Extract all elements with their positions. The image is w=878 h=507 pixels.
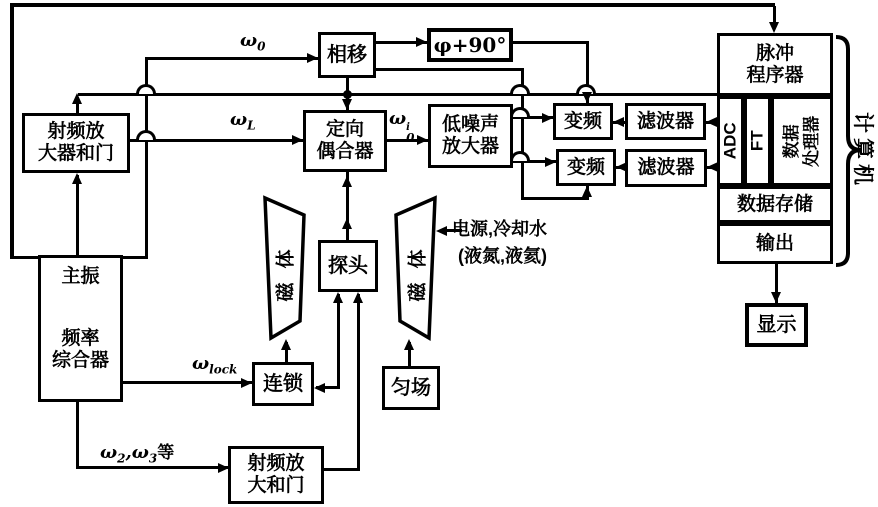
synth-ref-elbow [123,256,148,259]
display-box: 显示 [745,303,808,347]
probe-rfamp2-vertical [357,294,360,470]
filter-2: 滤波器 [625,149,707,187]
label-omega-2-3: $\omega_2,\omega_3$等 [100,442,175,466]
power-cooling-label-line1: 电源,冷却水 [452,219,548,239]
pulse-programmer: 脉冲 程序器 [717,33,833,96]
hop-gatebus-x147 [136,84,156,94]
label-omega-L: $\omega_L$ [230,109,256,133]
arrow-adc-to-filter1 [706,117,717,127]
arrow-into-display [771,292,781,303]
lock-unit: 连锁 [252,362,314,406]
hop-lna1-x521 [510,107,530,117]
arrow-into-phi90 [416,37,427,47]
omega-lock-line [123,381,253,384]
arrow-into-lock [241,378,252,388]
magnet-left-label: 磁体 [275,234,297,302]
hop-lna2-x521 [510,151,530,161]
gate-bus-line [78,93,717,96]
phi90-out-h [513,41,589,44]
arrow-into-probe-2 [353,292,363,303]
power-cooling-label-line2: (液氮,液氦) [458,246,547,266]
rf-amplifier-gate-decoupler: 射频放 大和门 [228,446,324,504]
arrow-filter1-to-mixer1 [613,117,624,127]
ft-box: FT [744,96,771,186]
arrow-into-mixer2-bottom [582,186,592,197]
arrow-into-probe-1 [333,292,343,303]
shim-unit: 匀场 [382,366,440,410]
phase-shifter: 相移 [318,32,376,78]
label-omega-lock: $\omega_{lock}$ [192,353,238,377]
arrow-into-lna [417,135,428,145]
data-processor-box: 数据 处理器 [771,96,833,186]
output-box: 输出 [717,223,833,264]
arrow-into-mixer1-top [582,92,592,103]
magnet-left-label-wrap [261,200,307,336]
arrow-mid-probe-line [342,218,352,229]
arrow-rfamp-stub [72,93,82,104]
arrow-into-lock-right [314,383,325,393]
probe-lock-vertical [337,294,340,388]
hop-gatebus-x521 [510,84,530,94]
label-omega-signal: ω i 0 [389,108,415,145]
filter-1: 滤波器 [625,103,706,140]
junction-dot [343,90,352,99]
low-noise-amplifier: 低噪声 放大器 [428,104,513,168]
mixer-1: 变频 [553,103,613,140]
adc-box: ADC [717,96,744,186]
arrow-into-pulse-programmer [769,22,779,33]
master-down-line [76,402,79,469]
phase-direct-h1 [376,68,524,71]
arrow-into-coupler-bottom [342,176,352,187]
arrow-into-phase-shift [307,53,318,63]
phi-plus-90-box: φ+90° [427,28,513,62]
directional-coupler: 定向 偶合器 [303,110,387,172]
arrow-into-mixer1-left [542,113,553,123]
mixer-2: 变频 [556,149,616,186]
omega-ref-line [148,57,318,60]
top-border-line [10,3,775,7]
arrow-into-mixer2-left [545,157,556,167]
rf-amp-obs-line2: 大器和门 [37,143,114,164]
magnet-right-label: 磁体 [407,234,429,302]
rfamp2-out-line [324,468,360,471]
probe: 探头 [318,240,378,292]
arrow-into-coupler-top [342,99,352,110]
left-border-line [10,3,14,259]
label-omega-ref: $\omega_0$ [240,30,266,54]
magnet-right-label-wrap [393,200,439,336]
master-to-rfamp-line [76,175,79,255]
phase-direct-h2 [521,197,589,200]
rf-amplifier-gate-observe [22,113,130,173]
data-storage-box: 数据存储 [717,186,833,223]
computer-label: 计算机 [851,112,874,190]
hop-omegaL-x147 [136,130,156,140]
omega23-line [76,466,229,469]
left-to-master-line [12,256,40,259]
master-frequency-synthesizer: 主振 频率 综合器 [38,255,123,402]
rf-amp-obs-line1: 射频放 [47,121,105,143]
computer-label-wrap [850,95,878,207]
arrow-into-coupler-left [292,135,303,145]
arrow-into-rfamp-bottom [72,173,82,184]
